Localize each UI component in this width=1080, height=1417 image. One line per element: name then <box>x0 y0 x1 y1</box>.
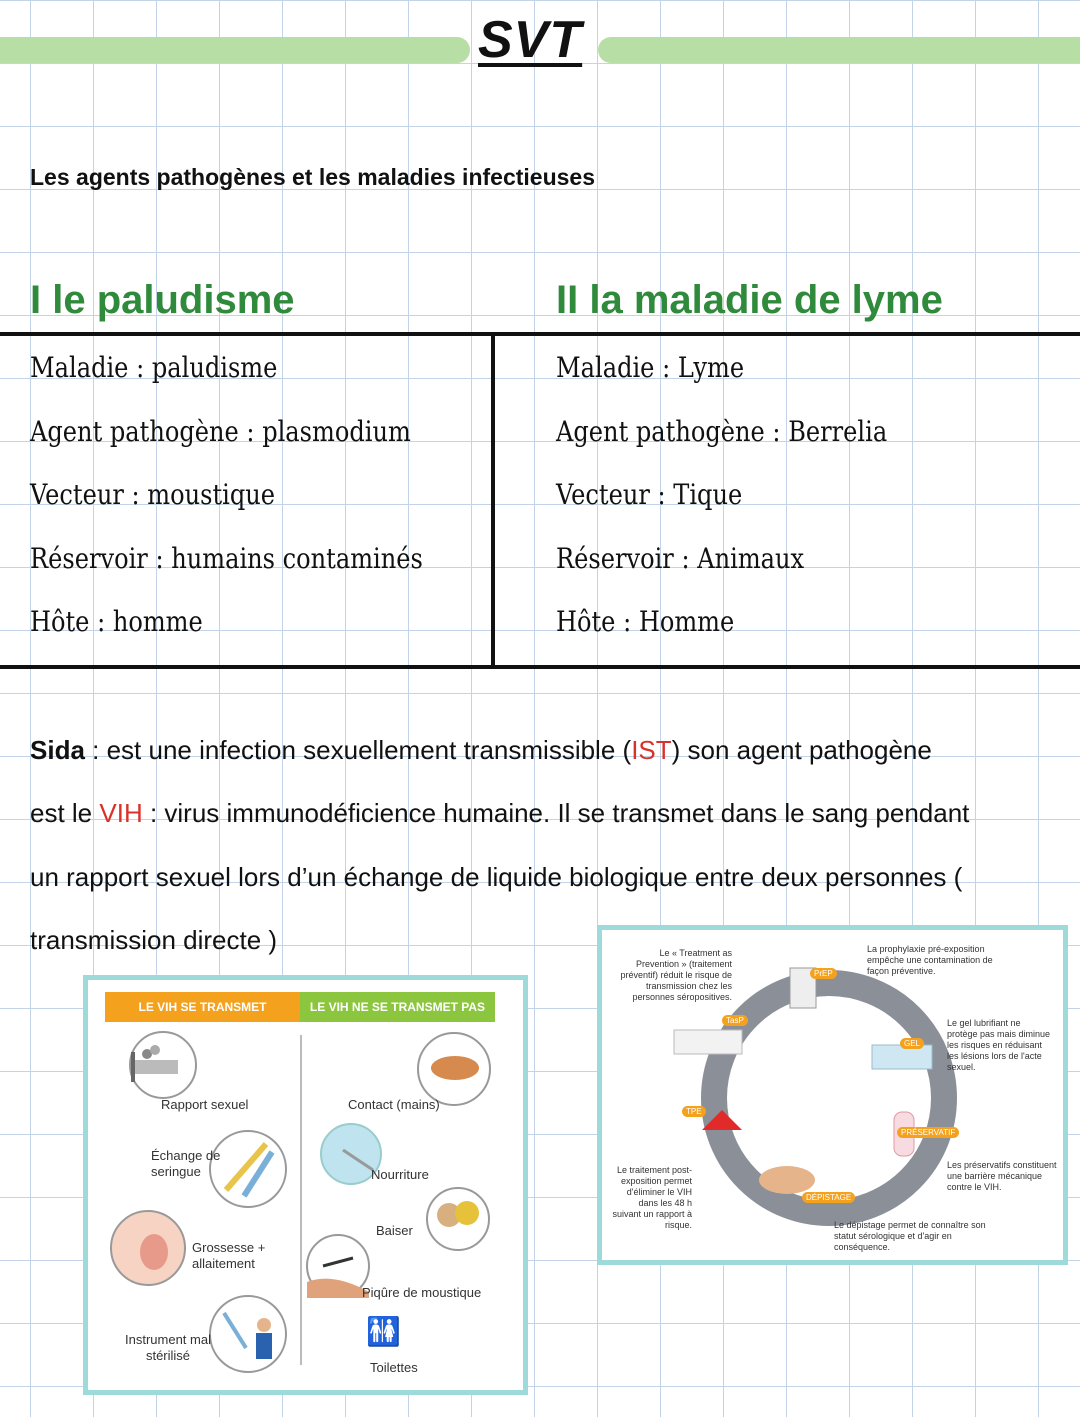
sida-text: : virus immunodéficience humaine. Il se transmet dans le sang pendant <box>142 798 970 828</box>
lyme-row-vector: Vecteur : Tique <box>556 478 743 511</box>
tab-does-not-transmit: LE VIH NE SE TRANSMET PAS <box>300 992 495 1022</box>
item-piqure-moustique: Piqûre de moustique <box>362 1285 482 1300</box>
lyme-row-host: Hôte : Homme <box>556 605 735 638</box>
paludisme-row-disease: Maladie : paludisme <box>30 351 278 384</box>
badge-tasp: TasP <box>722 1015 748 1026</box>
panel-divider <box>300 1035 302 1365</box>
item-nourriture: Nourriture <box>371 1167 429 1182</box>
item-grossesse: Grossesse + allaitement <box>192 1240 266 1271</box>
note-condom: Les préservatifs constituent une barrière mécanique contre le VIH. <box>947 1160 1057 1192</box>
sida-line-1 <box>30 735 932 766</box>
paludisme-row-vector: Vecteur : moustique <box>30 478 276 511</box>
note-treatment: Le « Treatment as Prevention » (traitement préventif) réduit le risque de transmission chez les personnes séropositives. <box>620 948 732 1002</box>
sida-line-4: transmission directe ) <box>30 925 278 955</box>
lyme-row-disease: Maladie : Lyme <box>556 351 745 384</box>
item-rapport-sexuel: Rapport sexuel <box>161 1097 249 1112</box>
toilet-icon: 🚻 <box>366 1316 401 1347</box>
table-top-border <box>0 332 1080 336</box>
paludisme-row-pathogen: Agent pathogène : plasmodium <box>30 415 411 448</box>
note-tpe: Le traitement post-exposition permet d'éliminer le VIH dans les 48 h suivant un rapport à risque. <box>612 1165 692 1230</box>
badge-prep: PrEP <box>810 968 837 979</box>
pregnancy-icon <box>108 1208 188 1288</box>
doctor-instrument-icon <box>206 1293 291 1375</box>
vih-term: VIH <box>99 798 143 828</box>
note-test: Le dépistage permet de connaître son statut sérologique et d'agir en conséquence. <box>834 1220 986 1252</box>
note-gel: Le gel lubrifiant ne protège pas mais diminue les risques en réduisant les lésions lors de l'acte sexuel. <box>947 1018 1051 1072</box>
badge-tpe: TPE <box>682 1106 706 1117</box>
sida-line-2 <box>30 798 969 829</box>
sida-text: est le <box>30 798 100 828</box>
bed-icon <box>123 1030 203 1100</box>
kiss-icon <box>423 1185 493 1253</box>
heading-lyme: II la maladie de lyme <box>556 278 943 322</box>
note-prep: La prophylaxie pré-exposition empêche une contamination de façon préventive. <box>867 944 993 976</box>
paludisme-row-host: Hôte : homme <box>30 605 203 638</box>
transmission-figure <box>83 975 528 1395</box>
badge-gel: GEL <box>900 1038 924 1049</box>
sida-text: : est une infection sexuellement transmissible ( <box>84 735 632 765</box>
header-band-right <box>598 37 1080 63</box>
sida-term: Sida <box>30 735 85 765</box>
table-divider <box>491 334 495 668</box>
sida-line-3: un rapport sexuel lors d’un échange de liquide biologique entre deux personnes ( <box>30 862 963 892</box>
badge-preservatif: PRÉSERVATIF <box>897 1127 959 1138</box>
sida-text: ) son agent pathogène <box>671 735 932 765</box>
table-bottom-border <box>0 665 1080 669</box>
badge-depistage: DÉPISTAGE <box>802 1192 855 1203</box>
item-contact-mains: Contact (mains) <box>348 1097 440 1112</box>
ist-term: IST <box>631 735 672 765</box>
page-title: SVT <box>478 11 583 69</box>
paludisme-row-reservoir: Réservoir : humains contaminés <box>30 542 423 575</box>
document-subtitle: Les agents pathogènes et les maladies infectieuses <box>30 164 595 190</box>
heading-paludisme: I le paludisme <box>30 278 295 322</box>
item-baiser: Baiser <box>376 1223 413 1238</box>
tab-transmits: LE VIH SE TRANSMET <box>105 992 300 1022</box>
lyme-row-pathogen: Agent pathogène : Berrelia <box>556 415 888 448</box>
item-instrument: Instrument mal stérilisé <box>125 1332 211 1363</box>
item-toilettes: Toilettes <box>370 1360 418 1375</box>
header-band-left <box>0 37 470 63</box>
prevention-figure <box>597 925 1068 1265</box>
lyme-row-reservoir: Réservoir : Animaux <box>556 542 805 575</box>
item-echange-seringue: Échange de seringue <box>151 1148 221 1179</box>
